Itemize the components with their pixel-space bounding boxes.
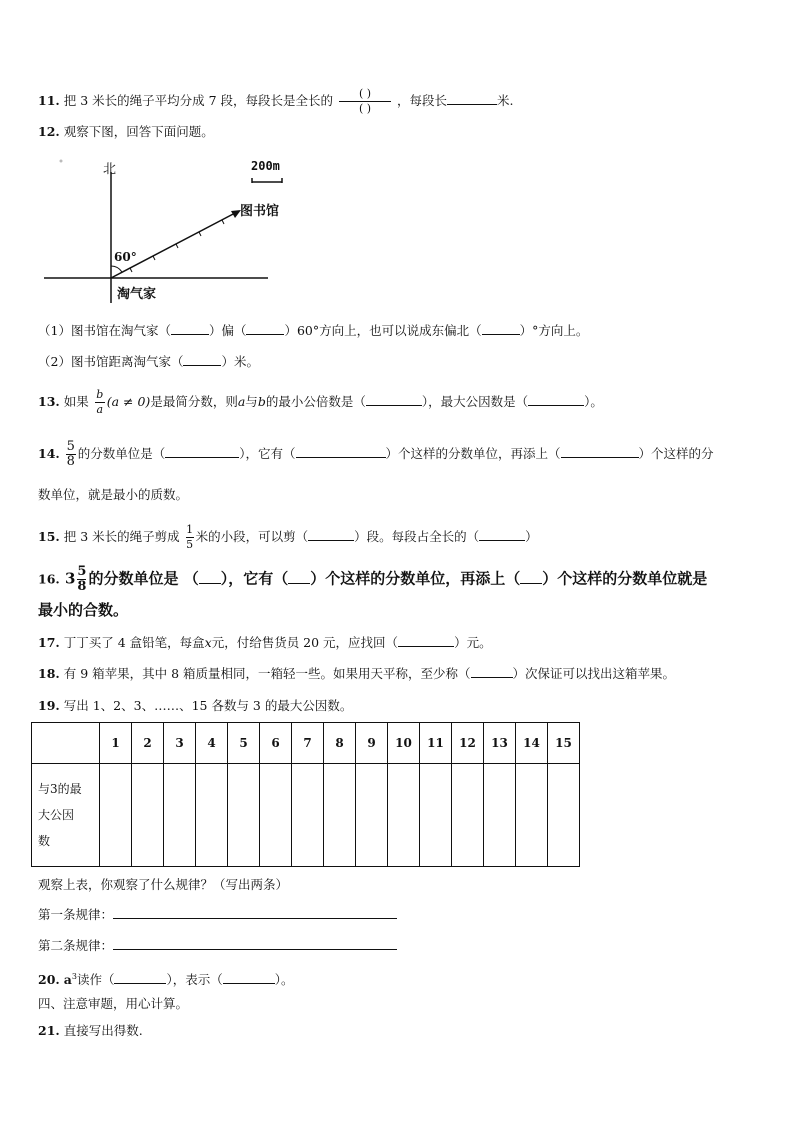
answer-cell[interactable] <box>228 764 260 867</box>
answer-cell[interactable] <box>548 764 580 867</box>
question-16-line-2: 最小的合数。 <box>38 601 129 619</box>
question-text: 把 3 米长的绳子平均分成 7 段，每段长是全长的 <box>63 93 334 108</box>
answer-blank <box>199 571 221 584</box>
question-number: 13. <box>38 394 60 409</box>
table-header-cell: 2 <box>132 723 164 764</box>
question-12-part-1: （1）图书馆在淘气家（ ）偏（ ）60°方向上，也可以说成东偏北（ ）°方向上。 <box>38 323 589 338</box>
question-text: 米. <box>497 93 514 108</box>
library-label: 图书馆 <box>240 204 280 219</box>
answer-blank <box>520 571 542 584</box>
question-13: 13. 如果 $\frac{b}{a}$ (a ≠ 0)是最简分数，则a与b的最小公倍数是（ ），最大公因数是（ ）。 <box>38 388 603 416</box>
answer-cell[interactable] <box>260 764 292 867</box>
answer-cell[interactable] <box>516 764 548 867</box>
answer-blank <box>479 528 525 541</box>
scale-tick <box>222 220 224 224</box>
question-15: 15. 把 3 米长的绳子剪成 $\frac{1}{5}$ 米的小段，可以剪（ ）段。每段占全长的（ ） <box>38 523 538 551</box>
table-header-cell: 6 <box>260 723 292 764</box>
fraction-1-5: $\frac{1}{5}$ <box>186 523 194 551</box>
question-18: 18. 有 9 箱苹果，其中 8 箱质量相同，一箱轻一些。如果用天平称，至少称（ ）次保证可以找出这箱苹果。 <box>38 666 676 681</box>
table-header-cell: 5 <box>228 723 260 764</box>
answer-cell[interactable] <box>484 764 516 867</box>
answer-blank <box>471 665 513 678</box>
question-17: 17. 丁丁买了 4 盒铅笔，每盒x元，付给售货员 20 元，应找回（ ）元。 <box>38 635 492 650</box>
answer-blank <box>398 634 454 647</box>
answer-blank <box>223 971 275 984</box>
row-label: 与3的最 大公因 数 <box>32 764 100 867</box>
table-header-cell: 14 <box>516 723 548 764</box>
home-label: 淘气家 <box>117 287 157 302</box>
answer-cell[interactable] <box>292 764 324 867</box>
mixed-fraction: $\frac{5}{8}$ <box>77 564 87 594</box>
scale-tick <box>130 268 132 272</box>
answer-blank <box>308 528 354 541</box>
angle-arc <box>111 266 122 272</box>
table-header-cell: 12 <box>452 723 484 764</box>
scale-tick <box>199 232 201 236</box>
table-header-cell: 10 <box>388 723 420 764</box>
answer-blank <box>183 353 221 366</box>
answer-cell[interactable] <box>452 764 484 867</box>
answer-blank <box>114 971 166 984</box>
fraction-5-8: $\frac{5}{8}$ <box>66 439 75 469</box>
question-number: 12. <box>38 124 60 139</box>
question-number: 21. <box>38 1023 60 1038</box>
answer-blank <box>482 322 520 335</box>
answer-cell[interactable] <box>324 764 356 867</box>
angle-label: 60° <box>114 250 137 264</box>
rule-2-blank[interactable] <box>113 937 397 950</box>
question-text: 观察下图，回答下面问题。 <box>63 124 214 139</box>
answer-blank <box>288 571 310 584</box>
rule-2: 第二条规律： <box>38 937 397 955</box>
question-21: 21. 直接写出得数. <box>38 1023 143 1038</box>
table-header-cell: 9 <box>356 723 388 764</box>
table-header-cell: 11 <box>420 723 452 764</box>
answer-blank <box>366 393 422 406</box>
question-number: 14. <box>38 446 60 461</box>
answer-blank <box>246 322 284 335</box>
question-12-part-2: （2）图书馆距离淘气家（ ）米。 <box>38 354 259 369</box>
question-number: 19. <box>38 698 60 713</box>
answer-blank <box>165 445 239 458</box>
answer-blank <box>528 393 584 406</box>
observe-prompt: 观察上表，你观察了什么规律？（写出两条） <box>38 877 289 892</box>
question-number: 17. <box>38 635 60 650</box>
question-20: 20. $a^3$读作（ ），表示（ ）。 <box>38 972 294 988</box>
rule-1-blank[interactable] <box>113 906 397 919</box>
question-14-line-2: 数单位，就是最小的质数。 <box>38 487 189 502</box>
table-header-cell: 15 <box>548 723 580 764</box>
answer-blank <box>171 322 209 335</box>
answer-blank <box>561 445 639 458</box>
table-corner-cell <box>32 723 100 764</box>
question-text: ，每段长 <box>397 93 448 108</box>
direction-diagram <box>0 0 794 320</box>
answer-cell[interactable] <box>356 764 388 867</box>
answer-cell[interactable] <box>164 764 196 867</box>
answer-cell[interactable] <box>100 764 132 867</box>
answer-cell[interactable] <box>388 764 420 867</box>
question-19: 19. 写出 1、2、3、……、15 各数与 3 的最大公因数。 <box>38 698 353 713</box>
table-header-cell: 4 <box>196 723 228 764</box>
scale-tick <box>176 244 178 248</box>
question-number: 18. <box>38 666 60 681</box>
answer-cell[interactable] <box>132 764 164 867</box>
answer-blank <box>296 445 386 458</box>
north-label: 北 <box>103 162 117 177</box>
question-number: 16. <box>38 571 60 587</box>
question-number: 15. <box>38 529 60 544</box>
table-header-cell: 7 <box>292 723 324 764</box>
answer-cell[interactable] <box>196 764 228 867</box>
fraction-answer: $\frac{( )}{( )}$ <box>339 88 391 115</box>
table-header-row <box>32 723 580 764</box>
table-header-cell: 8 <box>324 723 356 764</box>
question-16: 16. 3 $\frac{5}{8}$ 的分数单位是 （ ），它有（ ）个这样的分数单位，再添上（ ）个这样的分数单位就是 <box>38 564 708 594</box>
question-14: 14. $\frac{5}{8}$ 的分数单位是（ ），它有（ ）个这样的分数单位，再添上（ ）个这样的分 <box>38 439 714 469</box>
table-header-cell: 1 <box>100 723 132 764</box>
answer-cell[interactable] <box>420 764 452 867</box>
table-header-cell: 3 <box>164 723 196 764</box>
question-number: 20. <box>38 972 60 988</box>
scale-label: 200m <box>251 159 280 173</box>
gcd-table <box>31 722 580 867</box>
question-number: 11. <box>38 93 60 108</box>
section-heading: 四、注意审题，用心计算。 <box>38 996 189 1011</box>
rule-1: 第一条规律： <box>38 906 397 924</box>
table-answer-row <box>32 764 580 867</box>
scale-tick <box>153 256 155 260</box>
table-header-cell: 13 <box>484 723 516 764</box>
fraction-b-over-a: $\frac{b}{a}$ <box>96 388 104 416</box>
